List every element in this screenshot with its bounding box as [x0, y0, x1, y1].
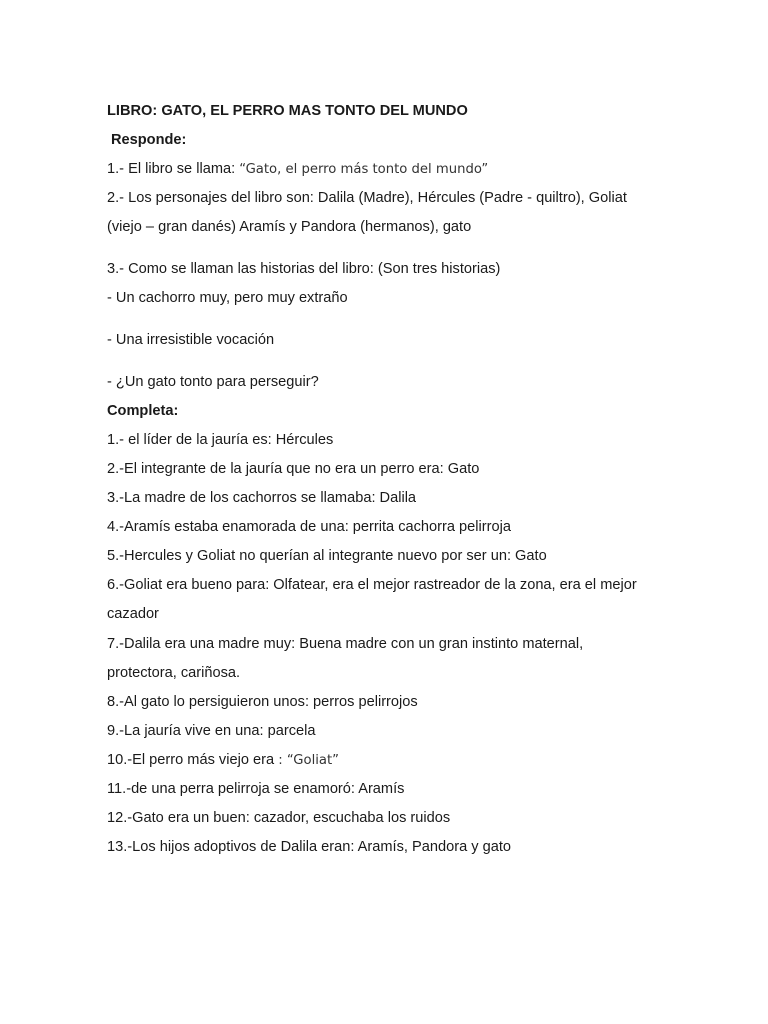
completa-item-9: 9.-La jauría vive en una: parcela — [107, 723, 316, 739]
question-2-line-2: (viejo – gran danés) Aramís y Pandora (hermanos), gato — [107, 219, 472, 235]
completa-item-8: 8.-Al gato lo persiguieron unos: perros pelirrojos — [107, 694, 418, 710]
completa-item-11: 11.-de una perra pelirroja se enamoró: Aramís — [107, 781, 405, 797]
completa-heading: Completa: — [107, 403, 179, 419]
completa-item-4: 4.-Aramís estaba enamorada de una: perrita cachorra pelirroja — [107, 519, 511, 535]
story-3: - ¿Un gato tonto para perseguir? — [107, 374, 319, 390]
completa-item-2: 2.-El integrante de la jauría que no era un perro era: Gato — [107, 461, 480, 477]
completa-item-7-line-2: protectora, cariñosa. — [107, 665, 241, 681]
story-2: - Una irresistible vocación — [107, 332, 275, 348]
question-1-answer: “Gato, el perro más tonto del mundo” — [239, 162, 489, 177]
question-2-line-1: 2.- Los personajes del libro son: Dalila (Madre), Hércules (Padre - quiltro), Goliat — [107, 190, 627, 206]
completa-item-13: 13.-Los hijos adoptivos de Dalila eran: Aramís, Pandora y gato — [107, 839, 511, 855]
question-1 — [107, 160, 488, 179]
question-1-prefix: 1.- El libro se llama: — [107, 161, 240, 177]
story-1: - Un cachorro muy, pero muy extraño — [107, 290, 348, 306]
document-title: LIBRO: GATO, EL PERRO MAS TONTO DEL MUNDO — [107, 103, 468, 119]
completa-item-6-line-2: cazador — [107, 606, 159, 622]
completa-item-1: 1.- el líder de la jauría es: Hércules — [107, 432, 334, 448]
completa-item-10 — [107, 751, 339, 770]
responde-heading: Responde: — [111, 132, 187, 148]
completa-item-10-prefix: 10.-El perro más viejo era — [107, 752, 275, 768]
completa-item-10-answer: : “Goliat” — [274, 753, 339, 768]
completa-item-7-line-1: 7.-Dalila era una madre muy: Buena madre con un gran instinto maternal, — [107, 636, 584, 652]
completa-item-5: 5.-Hercules y Goliat no querían al integrante nuevo por ser un: Gato — [107, 548, 547, 564]
question-3: 3.- Como se llaman las historias del libro: (Son tres historias) — [107, 261, 501, 277]
completa-item-12: 12.-Gato era un buen: cazador, escuchaba los ruidos — [107, 810, 451, 826]
completa-item-6-line-1: 6.-Goliat era bueno para: Olfatear, era el mejor rastreador de la zona, era el mejor — [107, 577, 637, 593]
completa-item-3: 3.-La madre de los cachorros se llamaba: Dalila — [107, 490, 417, 506]
